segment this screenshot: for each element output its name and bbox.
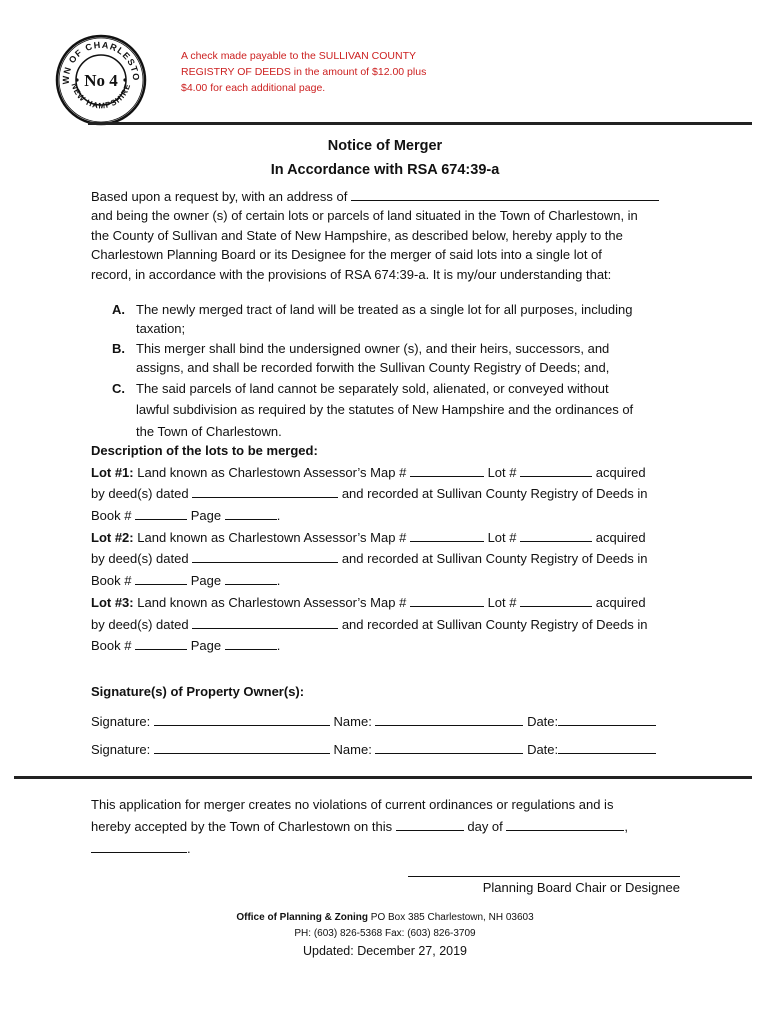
lot-1-lot-field[interactable]	[520, 462, 592, 477]
name-label: Name:	[333, 742, 372, 757]
seal-icon	[55, 34, 147, 126]
lot-text: .	[276, 573, 281, 589]
lot-text: acquired	[595, 529, 646, 545]
acceptance-line: hereby accepted by the Town of Charlestown on this	[91, 819, 393, 834]
date-label: Date:	[527, 742, 559, 757]
signature-row	[91, 739, 691, 759]
signature-field-2[interactable]	[154, 739, 330, 754]
lot-label: Lot #1:	[91, 464, 134, 480]
signature-row	[91, 711, 691, 731]
lot-3-page-field[interactable]	[225, 635, 277, 650]
lot-label: Lot #2:	[91, 529, 134, 545]
lot-1-deed-row	[91, 483, 691, 505]
signatures-heading: Signature(s) of Property Owner(s):	[91, 684, 305, 699]
chair-label: Planning Board Chair or Designee	[482, 880, 680, 895]
lot-text: and recorded at Sullivan County Registry of Deeds in	[341, 616, 648, 632]
page-subtitle: In Accordance with RSA 674:39-a	[270, 162, 500, 178]
condition-item	[112, 339, 682, 378]
lot-text: Book #	[91, 508, 132, 524]
lot-label: Lot #3:	[91, 594, 134, 610]
lot-text: .	[276, 508, 281, 524]
intro-paragraph	[91, 186, 691, 284]
page-title: Notice of Merger	[327, 138, 443, 154]
chair-signature-line[interactable]	[408, 876, 680, 877]
condition-label: A.	[112, 302, 125, 317]
lot-2-lot-field[interactable]	[520, 527, 592, 542]
lot-3-book-field[interactable]	[135, 635, 187, 650]
signature-label: Signature:	[91, 742, 151, 757]
condition-text: lawful subdivision as required by the statutes of New Hampshire and the ordinances of	[136, 402, 634, 418]
lot-text: by deed(s) dated	[91, 486, 189, 502]
lot-text: Lot #	[487, 594, 517, 610]
fee-note-line: REGISTRY OF DEEDS in the amount of $12.00 plus	[181, 66, 427, 78]
lot-3-deed-row	[91, 614, 691, 636]
lot-1-deed-date-field[interactable]	[192, 483, 338, 498]
lot-2-row	[91, 527, 691, 549]
condition-text: The newly merged tract of land will be treated as a single lot for all purposes, including	[136, 302, 633, 317]
condition-text: assigns, and shall be recorded forwith the Sullivan County Registry of Deeds; and,	[136, 360, 610, 376]
condition-text: taxation;	[136, 321, 186, 337]
footer-office	[0, 912, 770, 923]
lot-2-deed-row	[91, 548, 691, 570]
acceptance-section	[91, 794, 691, 860]
name-field-2[interactable]	[375, 739, 523, 754]
lot-3-lot-field[interactable]	[520, 592, 592, 607]
lot-3-map-field[interactable]	[410, 592, 484, 607]
date-label: Date:	[527, 714, 559, 729]
lot-1-map-field[interactable]	[410, 462, 484, 477]
lot-text: Lot #	[487, 464, 517, 480]
lot-text: and recorded at Sullivan County Registry of Deeds in	[341, 486, 648, 502]
lot-2-page-field[interactable]	[225, 570, 277, 585]
lot-text: by deed(s) dated	[91, 616, 189, 632]
intro-line: record, in accordance with the provisions of RSA 674:39-a. It is my/our understanding that:	[91, 266, 612, 282]
lot-1-page-field[interactable]	[225, 505, 277, 520]
footer-phone: PH: (603) 826-5368 Fax: (603) 826-3709	[294, 928, 476, 939]
lot-text: by deed(s) dated	[91, 551, 189, 567]
lot-1-book-row	[91, 505, 691, 527]
condition-text: The said parcels of land cannot be separately sold, alienated, or conveyed without	[136, 380, 609, 396]
lot-text: and recorded at Sullivan County Registry of Deeds in	[341, 551, 648, 567]
signature-field-1[interactable]	[154, 711, 330, 726]
requester-field[interactable]	[351, 186, 659, 201]
fee-note-line: $4.00 for each additional page.	[181, 82, 326, 94]
acceptance-year-field[interactable]	[91, 838, 187, 853]
acceptance-line: day of	[467, 819, 503, 834]
conditions-list	[112, 300, 682, 442]
lot-text: Book #	[91, 638, 132, 654]
lot-text: Lot #	[487, 529, 517, 545]
acceptance-line: This application for merger creates no violations of current ordinances or regulations and is	[91, 797, 614, 812]
lots-heading: Description of the lots to be merged:	[91, 443, 318, 458]
name-label: Name:	[333, 714, 372, 729]
acceptance-month-field[interactable]	[506, 816, 624, 831]
intro-line: Based upon a request by, with an address of	[91, 189, 348, 204]
lot-text: acquired	[595, 594, 646, 610]
lot-3-row	[91, 592, 691, 614]
town-seal	[55, 34, 147, 126]
footer-office-name: Office of Planning & Zoning	[236, 912, 368, 923]
lot-2-map-field[interactable]	[410, 527, 484, 542]
lot-text: Page	[190, 638, 222, 654]
lot-text: .	[276, 638, 281, 654]
condition-item	[112, 300, 682, 339]
intro-line: and being the owner (s) of certain lots or parcels of land situated in the Town of Charlestown, in	[91, 208, 638, 224]
lot-text: Land known as Charlestown Assessor’s Map #	[137, 529, 407, 545]
condition-label: B.	[112, 340, 125, 356]
footer-address: PO Box 385 Charlestown, NH 03603	[370, 912, 534, 923]
condition-item	[112, 378, 682, 443]
condition-text: This merger shall bind the undersigned owner (s), and their heirs, successors, and	[136, 340, 610, 356]
intro-line: Charlestown Planning Board or its Designee for the merger of said lots into a single lot of	[91, 247, 602, 263]
signature-label: Signature:	[91, 714, 151, 729]
lot-1-row	[91, 462, 691, 484]
lot-text: Land known as Charlestown Assessor’s Map #	[137, 594, 407, 610]
date-field-2[interactable]	[558, 739, 656, 754]
lot-3-book-row	[91, 635, 691, 657]
footer-updated: Updated: December 27, 2019	[303, 944, 467, 958]
seal-center: No 4	[84, 71, 118, 90]
condition-label: C.	[112, 380, 125, 396]
lot-1-book-field[interactable]	[135, 505, 187, 520]
lot-text: Page	[190, 573, 222, 589]
acceptance-line: ,	[624, 819, 629, 834]
fee-note	[181, 48, 461, 96]
fee-note-line: A check made payable to the SULLIVAN COUNTY	[181, 50, 416, 62]
lot-text: Page	[190, 508, 222, 524]
lots-section	[91, 440, 691, 657]
intro-line: the County of Sullivan and State of New Hampshire, as described below, hereby apply to the	[91, 227, 623, 243]
lot-text: acquired	[595, 464, 646, 480]
name-field-1[interactable]	[375, 711, 523, 726]
acceptance-line: .	[187, 841, 191, 856]
lot-2-book-field[interactable]	[135, 570, 187, 585]
date-field-1[interactable]	[558, 711, 656, 726]
lot-text: Book #	[91, 573, 132, 589]
seal-ring-bottom: NEW HAMPSHIRE	[69, 82, 133, 111]
acceptance-day-field[interactable]	[396, 816, 464, 831]
lot-text: Land known as Charlestown Assessor’s Map #	[137, 464, 407, 480]
lot-2-book-row	[91, 570, 691, 592]
middle-divider	[14, 776, 752, 779]
seal-ring-top: WN OF CHARLESTO	[60, 39, 142, 85]
signatures-section	[91, 682, 691, 759]
lot-2-deed-date-field[interactable]	[192, 548, 338, 563]
condition-text: the Town of Charlestown.	[136, 423, 282, 439]
lot-3-deed-date-field[interactable]	[192, 614, 338, 629]
top-divider	[88, 122, 752, 125]
